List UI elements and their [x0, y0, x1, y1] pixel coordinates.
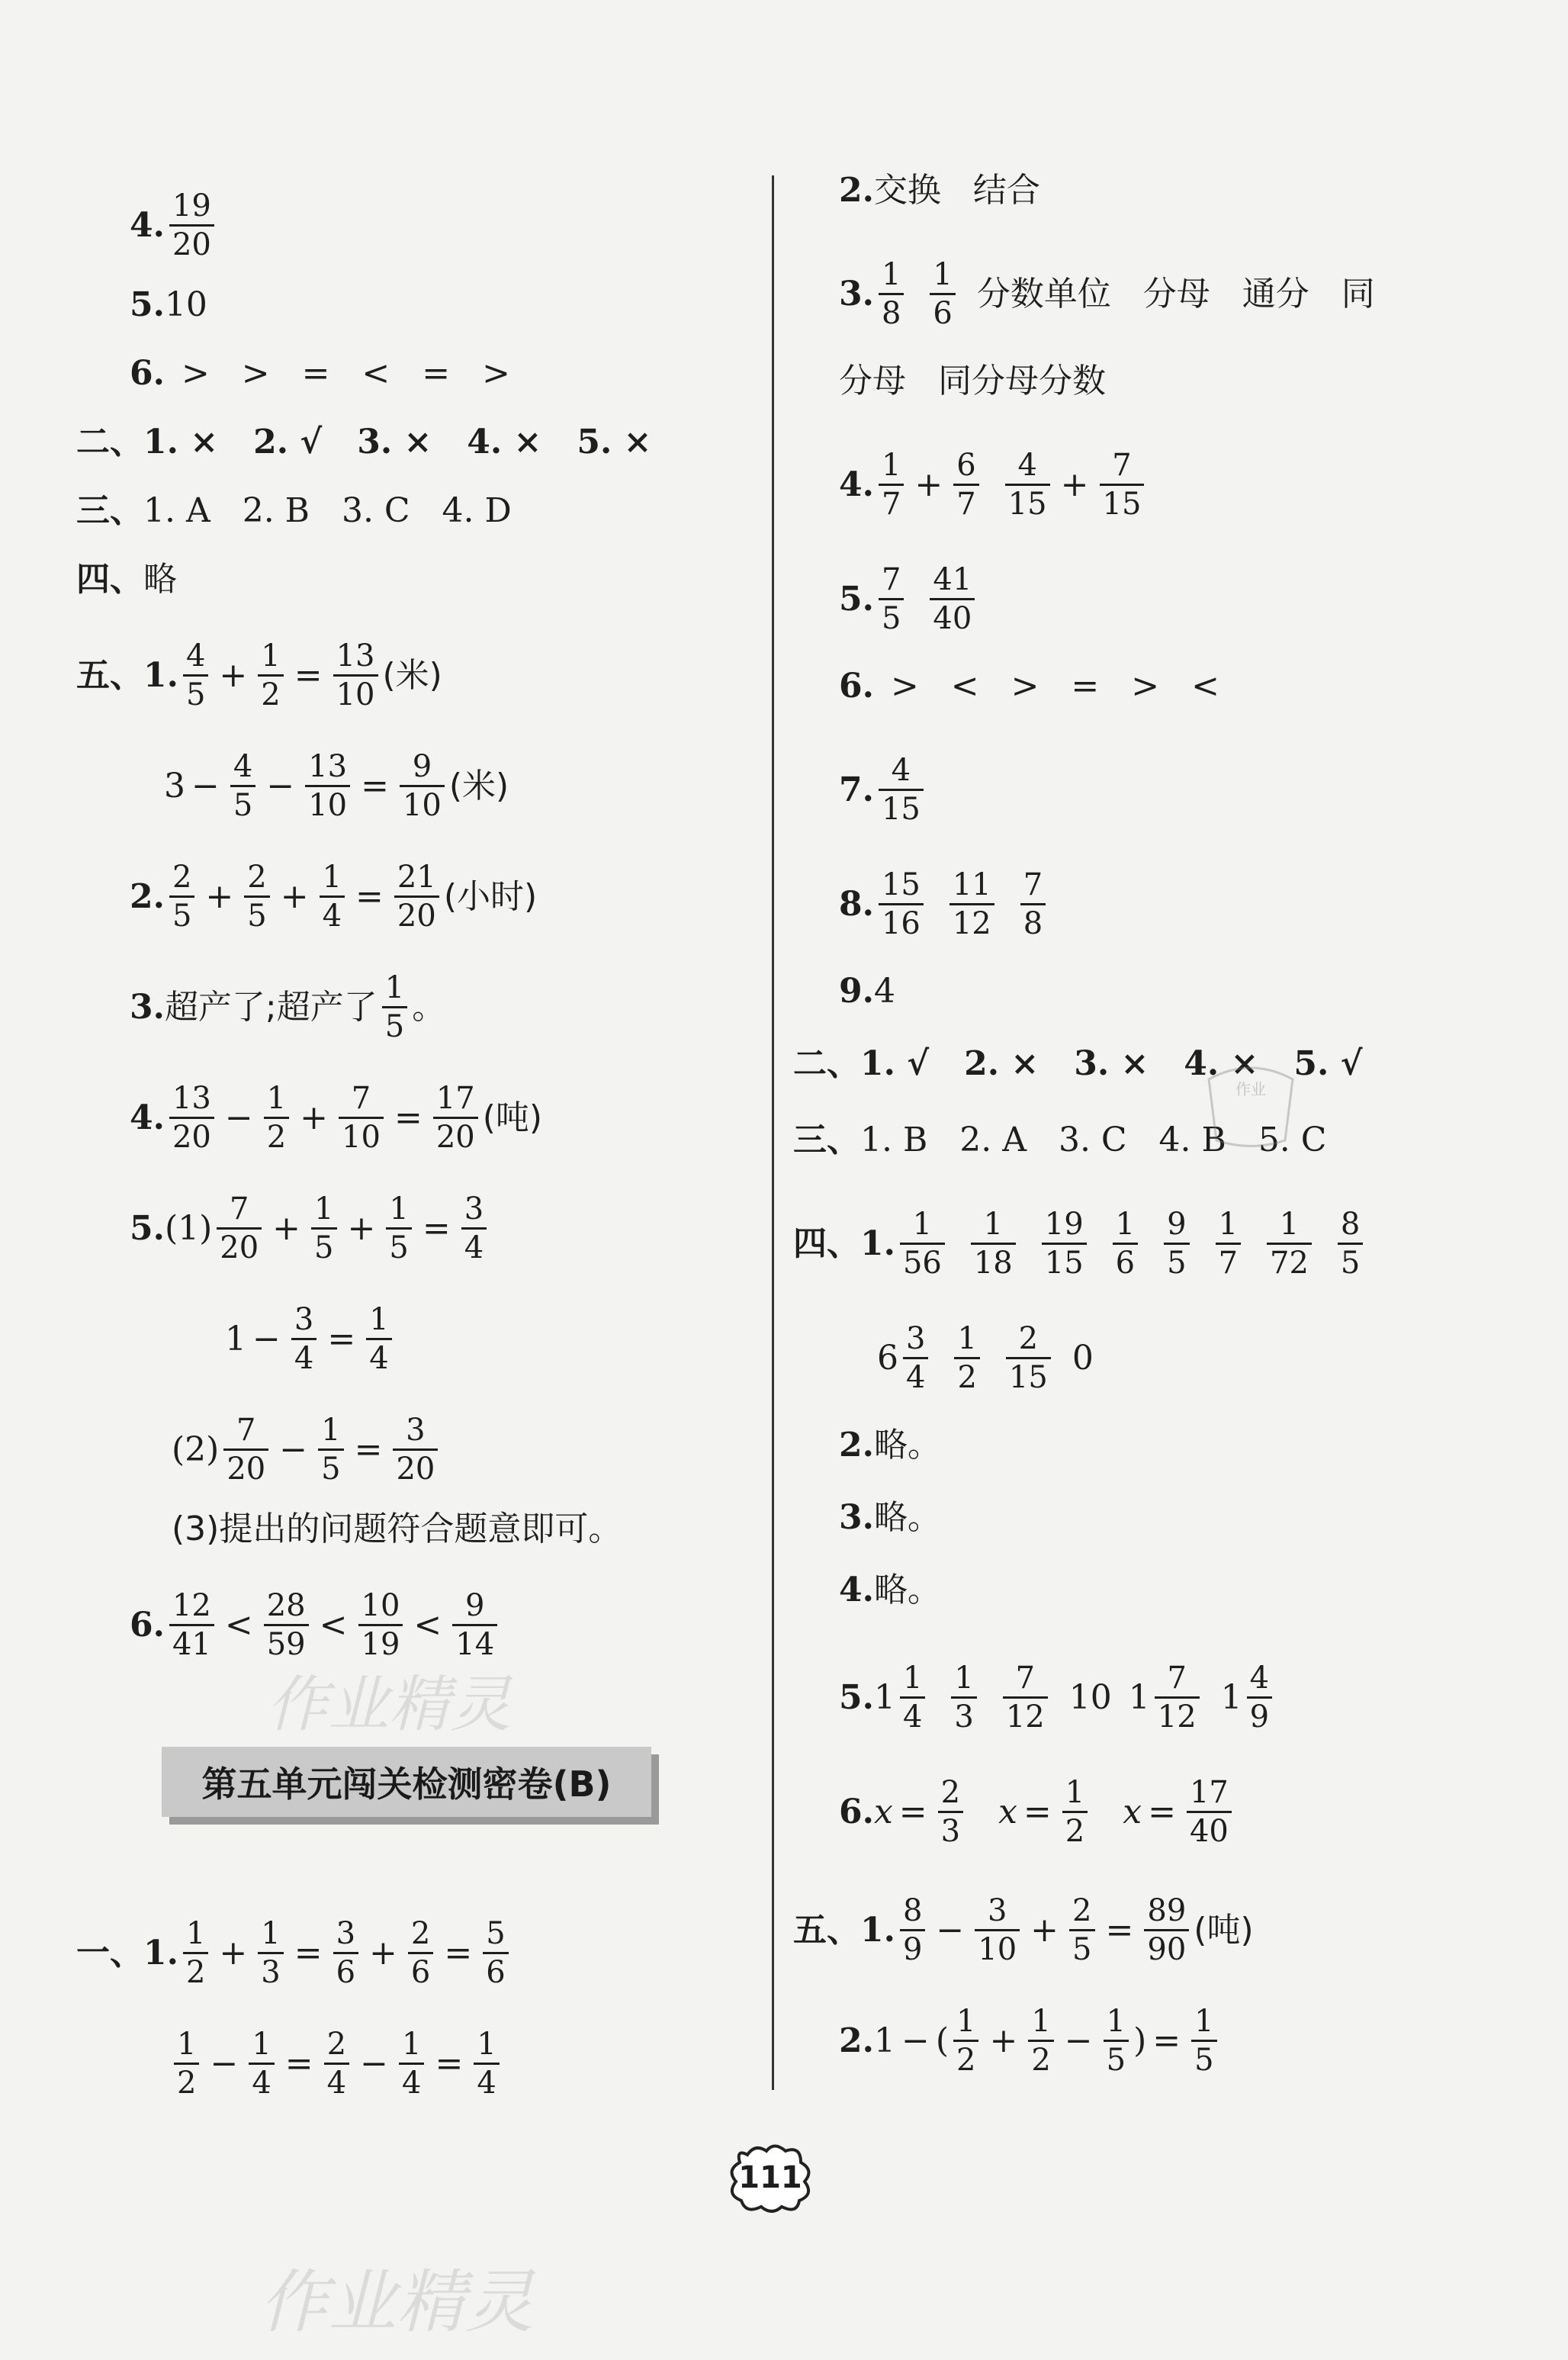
right-item-8: 8. $\frac{15}{16}$ $\frac{11}{12}$ $\frac{7}{8}$	[839, 870, 1050, 939]
left-section-3: 三、 1. A 2. B 3. C 4. D	[76, 491, 512, 530]
right-section-2: 二、 1. √ 2. × 3. × 4. × 5. √	[793, 1044, 1363, 1083]
right-item-5: 5. $\frac{7}{5}$ $\frac{41}{40}$	[839, 564, 979, 634]
right-section-4-item-5: 5. 1 $\frac{1}{4}$ $\frac{1}{3}$ $\frac{7}{12}$ 10 1 $\frac{7}{12}$ 1 $\frac{4}{9}$	[839, 1663, 1277, 1732]
page-number-badge: 111	[725, 2140, 816, 2216]
b-section-1-item-1-line-2: $\frac{1}{2}$ − $\frac{1}{4}$ = $\frac{2}{4}$ − $\frac{1}{4}$ = $\frac{1}{4}$	[169, 2029, 504, 2098]
right-section-5-item-1: 五、 1. $\frac{8}{9}$ − $\frac{3}{10}$ + $\frac{2}{5}$ = $\frac{89}{90}$ (吨)	[793, 1893, 1254, 1967]
b-section-1-item-1: 一、 1. $\frac{1}{2}$ + $\frac{1}{3}$ = $\frac{3}{6}$ + $\frac{2}{6}$ = $\frac{5}{6}$	[76, 1918, 513, 1988]
right-section-4-item-1: 四、 1. $\frac{1}{56}$ $\frac{1}{18}$ $\frac{19}{15}$ $\frac{1}{6}$ $\frac{9}{5}$ $\frac{1}{7}$ $\frac{1}{72}$ $\frac{8}{5}$	[793, 1209, 1367, 1278]
right-item-4: 4. $\frac{1}{7}$ + $\frac{6}{7}$ $\frac{4}{15}$ + $\frac{7}{15}$	[839, 450, 1149, 519]
right-section-4-item-4: 4. 略。	[839, 1571, 941, 1609]
left-section-5-item-1: 五、 1. $\frac{4}{5}$ + $\frac{1}{2}$ = $\frac{13}{10}$ (米)	[76, 638, 442, 712]
left-item-3: 3. 超产了;超产了 $\frac{1}{5}$ 。	[130, 970, 446, 1044]
right-item-7: 7. $\frac{4}{15}$	[839, 755, 928, 825]
right-item-9: 9. 4	[839, 972, 895, 1011]
svg-text:作业: 作业	[1235, 1080, 1266, 1098]
watermark-text: 作业精灵	[267, 1669, 511, 1740]
left-item-4b: 4. $\frac{13}{20}$ − $\frac{1}{2}$ + $\frac{7}{10}$ = $\frac{17}{20}$ (吨)	[130, 1081, 543, 1155]
fraction: $\frac{19}{20}$	[169, 191, 214, 260]
right-section-4-item-1-line-2: 6 $\frac{3}{4}$ $\frac{1}{2}$ $\frac{2}{15}$ 0	[877, 1321, 1094, 1395]
right-section-5-item-2: 2. 1 − ( $\frac{1}{2}$ + $\frac{1}{2}$ − $\frac{1}{5}$ ) = $\frac{1}{5}$	[839, 2006, 1222, 2075]
column-divider	[772, 175, 774, 2090]
left-item-4: 4. $\frac{19}{20}$	[130, 191, 219, 260]
right-section-3: 三、 1. B 2. A 3. C 4. B 5. C	[793, 1121, 1327, 1159]
left-item-5b-part-2: (2) $\frac{7}{20}$ − $\frac{1}{5}$ = $\frac{3}{20}$	[172, 1415, 442, 1484]
left-item-5b: 5. (1) $\frac{7}{20}$ + $\frac{1}{5}$ + $\frac{1}{5}$ = $\frac{3}{4}$	[130, 1194, 491, 1263]
left-item-5b-line-2: 1 − $\frac{3}{4}$ = $\frac{1}{4}$	[225, 1304, 397, 1374]
right-item-6: 6. > < > = > <	[839, 667, 1219, 706]
section-banner: 第五单元闯关检测密卷(B)	[162, 1747, 651, 1817]
stamp-logo	[1194, 1056, 1308, 1156]
right-item-2: 2. 交换 结合	[839, 171, 1040, 210]
left-item-2: 2. $\frac{2}{5}$ + $\frac{2}{5}$ + $\frac{1}{4}$ = $\frac{21}{20}$ (小时)	[130, 860, 538, 934]
left-item-6b: 6. $\frac{12}{41}$ < $\frac{28}{59}$ < $\frac{10}{19}$ < $\frac{9}{14}$	[130, 1590, 502, 1660]
right-section-4-item-6: 6. x = $\frac{2}{3}$ x = $\frac{1}{2}$ x = $\frac{17}{40}$	[839, 1777, 1236, 1847]
right-section-4-item-3: 3. 略。	[839, 1498, 941, 1537]
watermark-text-bottom: 作业精灵	[259, 2262, 534, 2342]
left-item-5: 5. 10	[130, 285, 207, 324]
left-item-1-line-2: 3 − $\frac{4}{5}$ − $\frac{13}{10}$ = $\frac{9}{10}$ (米)	[164, 749, 509, 823]
left-item-5b-part-3: (3)提出的问题符合题意即可。	[172, 1510, 622, 1548]
left-section-4: 四、 略	[76, 560, 177, 599]
right-section-4-item-2: 2. 略。	[839, 1426, 941, 1465]
left-section-2: 二、 1. × 2. √ 3. × 4. × 5. ×	[76, 423, 652, 461]
right-item-3-cont: 分母 同分母分数	[839, 362, 1106, 400]
right-item-3: 3. $\frac{1}{8}$ $\frac{1}{6}$ 分数单位 分母 通分 同	[839, 257, 1375, 331]
left-item-6: 6. > > = < = >	[130, 354, 510, 393]
